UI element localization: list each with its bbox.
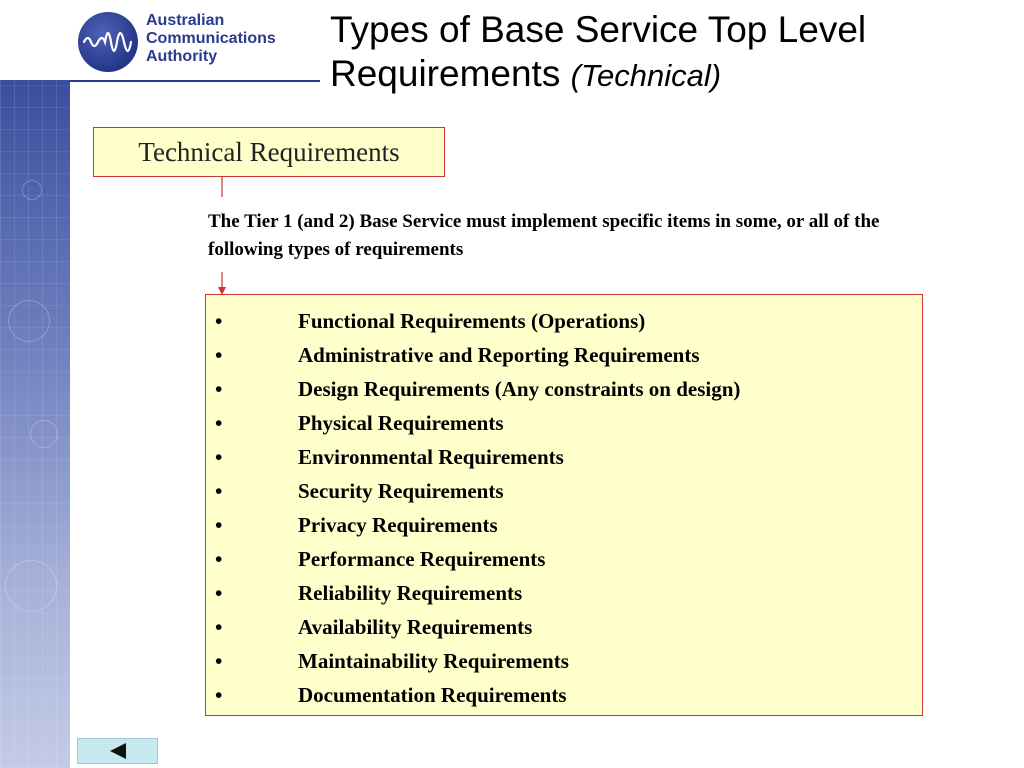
requirement-item	[206, 338, 922, 372]
requirement-label: Performance Requirements	[298, 547, 546, 571]
requirement-item	[206, 474, 922, 508]
bullet: •	[215, 377, 223, 401]
technical-requirements-box	[93, 127, 445, 177]
requirement-item	[206, 576, 922, 610]
requirement-label: Maintainability Requirements	[298, 649, 569, 673]
requirement-item	[206, 508, 922, 542]
bullet: •	[215, 343, 223, 367]
requirement-item	[206, 644, 922, 678]
requirement-item	[206, 610, 922, 644]
triangle-left-icon	[108, 742, 128, 760]
requirement-label: Documentation Requirements	[298, 683, 567, 707]
requirement-label: Functional Requirements (Operations)	[298, 309, 646, 333]
bullet: •	[215, 547, 223, 571]
bullet: •	[215, 479, 223, 503]
title-subtitle: (Technical)	[570, 58, 722, 93]
requirement-label: Availability Requirements	[298, 615, 533, 639]
requirement-label: Privacy Requirements	[298, 513, 498, 537]
bullet: •	[215, 445, 223, 469]
requirement-item	[206, 440, 922, 474]
requirement-label: Security Requirements	[298, 479, 504, 503]
requirement-label: Environmental Requirements	[298, 445, 564, 469]
requirement-label: Administrative and Reporting Requirements	[298, 343, 700, 367]
bullet: •	[215, 683, 223, 707]
back-button[interactable]	[77, 738, 158, 764]
bullet: •	[215, 513, 223, 537]
bullet: •	[215, 581, 223, 605]
logo-wordmark	[146, 12, 276, 66]
slide-title	[330, 8, 1020, 98]
requirement-item	[206, 372, 922, 406]
logo-line: Australian	[146, 12, 225, 29]
title-main: Types of Base Service Top Level Requirements	[330, 9, 867, 94]
bullet: •	[215, 649, 223, 673]
requirement-item	[206, 406, 922, 440]
technical-requirements-label: Technical Requirements	[138, 137, 400, 167]
bullet: •	[215, 411, 223, 435]
bullet: •	[215, 615, 223, 639]
left-decorative-panel	[0, 0, 70, 768]
requirements-box	[205, 294, 923, 716]
requirement-item	[206, 304, 922, 338]
header-divider	[70, 80, 320, 82]
requirement-item	[206, 678, 922, 712]
requirement-item	[206, 542, 922, 576]
logo-line: Communications	[146, 30, 276, 47]
acma-logo	[78, 12, 298, 72]
requirement-label: Reliability Requirements	[298, 581, 523, 605]
intro-text: The Tier 1 (and 2) Base Service must implement specific items in some, or all of the following types of requirements	[208, 211, 880, 260]
logo-line: Authority	[146, 48, 218, 65]
logo-emblem	[78, 12, 138, 72]
requirements-list	[206, 295, 922, 712]
requirement-label: Physical Requirements	[298, 411, 504, 435]
bullet: •	[215, 309, 223, 333]
requirement-label: Design Requirements (Any constraints on design)	[298, 377, 741, 401]
